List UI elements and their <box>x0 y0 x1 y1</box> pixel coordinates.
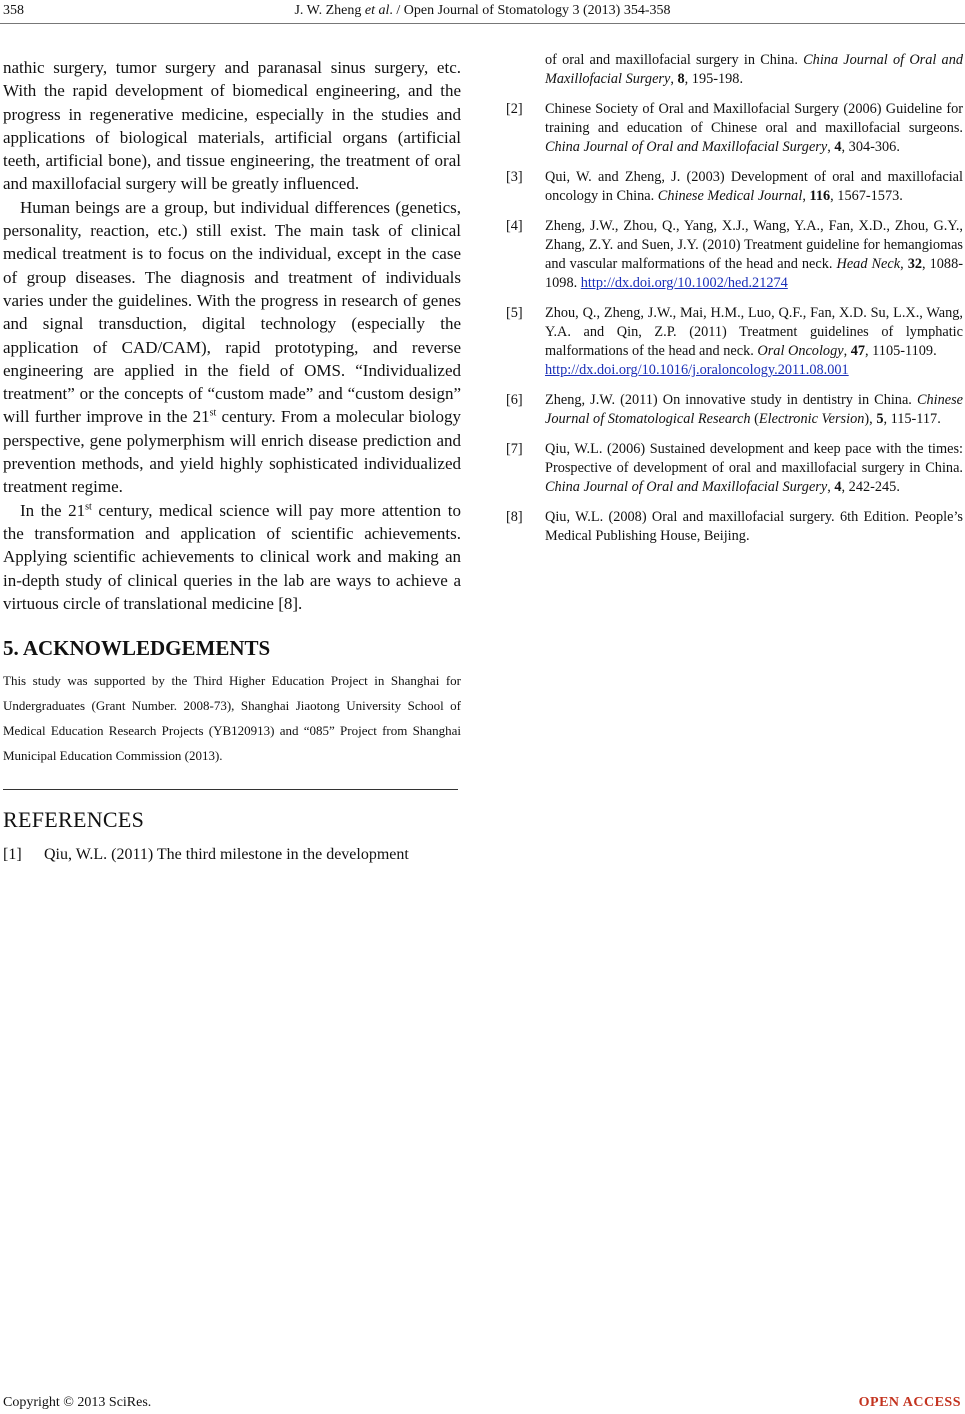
reference-number: [8] <box>506 509 523 525</box>
reference-text: Qiu, W.L. (2008) Oral and maxillofacial surgery. 6th Edition. People’s Medical Publishing House, Beijing. <box>545 509 963 544</box>
reference-sep: , <box>670 71 678 87</box>
reference-sep: , <box>802 188 810 204</box>
reference-6 <box>506 391 963 429</box>
paragraph-2-text-b: century. From a molecular biology perspective, gene polymerphism will enrich disease prediction and prevention methods, and yield highly sophisticated individualized treatment regime. <box>3 407 461 497</box>
page-number: 358 <box>3 3 24 18</box>
right-column <box>506 51 963 546</box>
reference-journal: China Journal of Oral and Maxillofacial Surgery <box>545 52 963 87</box>
reference-text: Zheng, J.W. (2011) On innovative study in dentistry in China. <box>545 392 917 408</box>
reference-sep: , <box>827 479 835 495</box>
paragraph-3-text-b: century, medical science will pay more attention to the transformation and application of scientific achievements. Applying scientific achievements to clinical work and making an in-depth study of clinical queries in the lab are ways to achieve a virtuous circle of translational medicine [8]. <box>3 500 461 613</box>
reference-pages: , 1088-1098. <box>545 256 963 291</box>
reference-text: Zheng, J.W., Zhou, Q., Yang, X.J., Wang, Y.A., Fan, X.D., Zhou, G.Y., Zhang, Z.Y. and Suen, J.Y. (2010) Treatment guideline for hemangiomas and vascular malformations of the head and neck. <box>545 218 963 272</box>
reference-journal-edition: Electronic Version <box>758 411 865 427</box>
reference-volume: 4 <box>834 139 842 155</box>
superscript-st: st <box>85 500 92 512</box>
reference-text: Chinese Society of Oral and Maxillofacial Surgery (2006) Guideline for training and education of Chinese oral and maxillofacial surgeons. <box>545 101 963 136</box>
reference-doi-link[interactable]: http://dx.doi.org/10.1002/hed.21274 <box>580 275 788 291</box>
header-et-al: et al <box>364 3 390 18</box>
reference-text: Qiu, W.L. (2006) Sustained development and keep pace with the times: Prospective of development of oral and maxillofacial surgery in China. <box>545 441 963 476</box>
reference-1-continued <box>506 51 963 89</box>
reference-pages: , 242-245. <box>841 479 900 495</box>
reference-number: [3] <box>506 169 523 185</box>
reference-number: [7] <box>506 441 523 457</box>
reference-pages: , 115-117. <box>883 411 941 427</box>
reference-4 <box>506 217 963 293</box>
header-authors: J. W. Zheng <box>294 3 365 18</box>
acknowledgements-text: This study was supported by the Third Higher Education Project in Shanghai for Undergraduates (Grant Number. 2008-73), Shanghai Jiaotong University School of Medical Education Research Projects (YB120913) and “085” Project from Shanghai Municipal Education Commission (2013). <box>3 673 461 764</box>
reference-volume: 5 <box>876 411 884 427</box>
reference-volume: 32 <box>907 256 923 272</box>
reference-1-text-b: of oral and maxillofacial surgery in China. <box>545 52 804 68</box>
reference-volume: 8 <box>677 71 685 87</box>
reference-text: Zhou, Q., Zheng, J.W., Mai, H.M., Luo, Q.F., Fan, X.D. Su, L.X., Wang, Y.A. and Qin, Z.P. (2011) Treatment guidelines of lymphatic malformations of the head and neck. <box>545 305 963 359</box>
body-paragraph-1: nathic surgery, tumor surgery and paranasal sinus surgery, etc. With the rapid development of biomedical engineering, and the progress in regenerative medicine, especially in the studies and applications of biological materials, artificial organs (artificial teeth, artificial bone), and tissue engineering, the treatment of oral and maxillofacial surgery will be greatly influenced. <box>3 58 461 194</box>
acknowledgements-heading: 5. ACKNOWLEDGEMENTS <box>3 636 271 661</box>
reference-pages: , 1567-1573. <box>830 188 903 204</box>
header-rule <box>0 23 965 24</box>
reference-journal: Oral Oncology <box>757 343 844 359</box>
reference-volume: 4 <box>834 479 842 495</box>
superscript-st: st <box>209 407 217 419</box>
reference-1-text-a: Qiu, W.L. (2011) The third milestone in the development <box>44 846 409 864</box>
reference-number: [5] <box>506 305 523 321</box>
reference-journal: China Journal of Oral and Maxillofacial Surgery <box>545 139 828 155</box>
paragraph-3-text-a: In the 21 <box>20 500 86 520</box>
reference-journal: China Journal of Oral and Maxillofacial Surgery <box>545 479 828 495</box>
reference-pages: , 195-198. <box>684 71 744 87</box>
section-divider <box>3 789 458 790</box>
footer-copyright: Copyright © 2013 SciRes. <box>3 1395 152 1410</box>
reference-sep: , <box>843 343 851 359</box>
paragraph-2-text-a: Human beings are a group, but individual differences (genetics, personality, reaction, etc.) still exist. The main task of clinical medical treatment is to focus on the individual, except in the case of group diseases. The diagnosis and treatment of individuals varies under the guidelines. With the progress in research of genes and signal transduction, digital technology (especially the application of CAD/CAM), rapid prototyping, and reverse engineering are applied in the field of OMS. “Individualized treatment” or the concepts of “custom made” and “custom design” will further improve in the 21 <box>3 197 461 427</box>
header-journal: . / Open Journal of Stomatology 3 (2013) 354-358 <box>389 3 671 18</box>
reference-sep: , <box>900 256 908 272</box>
reference-text: Qui, W. and Zheng, J. (2003) Development of oral and maxillofacial oncology in China. <box>545 169 963 204</box>
left-column <box>3 56 461 866</box>
reference-number: [2] <box>506 101 523 117</box>
reference-journal: Head Neck <box>836 256 901 272</box>
reference-volume: 116 <box>809 188 831 204</box>
reference-sep: , <box>827 139 835 155</box>
footer-open-access: OPEN ACCESS <box>858 1395 961 1410</box>
reference-8 <box>506 508 963 546</box>
reference-sep: ), <box>864 411 877 427</box>
reference-number: [6] <box>506 392 523 408</box>
body-paragraph-2 <box>3 196 461 499</box>
reference-journal: Chinese Medical Journal <box>657 188 803 204</box>
reference-number: [4] <box>506 218 523 234</box>
reference-journal: Chinese Journal of Stomatological Research <box>545 392 963 427</box>
reference-5 <box>506 304 963 380</box>
reference-number: [1] <box>3 846 22 864</box>
reference-pages: , 1105-1109. <box>865 343 937 359</box>
reference-pages: , 304-306. <box>841 139 900 155</box>
running-header <box>0 3 965 19</box>
body-paragraph-3 <box>3 499 461 615</box>
reference-3 <box>506 168 963 206</box>
reference-7 <box>506 440 963 497</box>
reference-doi-link[interactable]: http://dx.doi.org/10.1016/j.oraloncology.2011.08.001 <box>545 362 849 378</box>
references-heading: REFERENCES <box>3 807 145 833</box>
reference-2 <box>506 100 963 157</box>
reference-volume: 47 <box>850 343 866 359</box>
reference-1 <box>3 844 461 866</box>
reference-sep: ( <box>750 411 759 427</box>
